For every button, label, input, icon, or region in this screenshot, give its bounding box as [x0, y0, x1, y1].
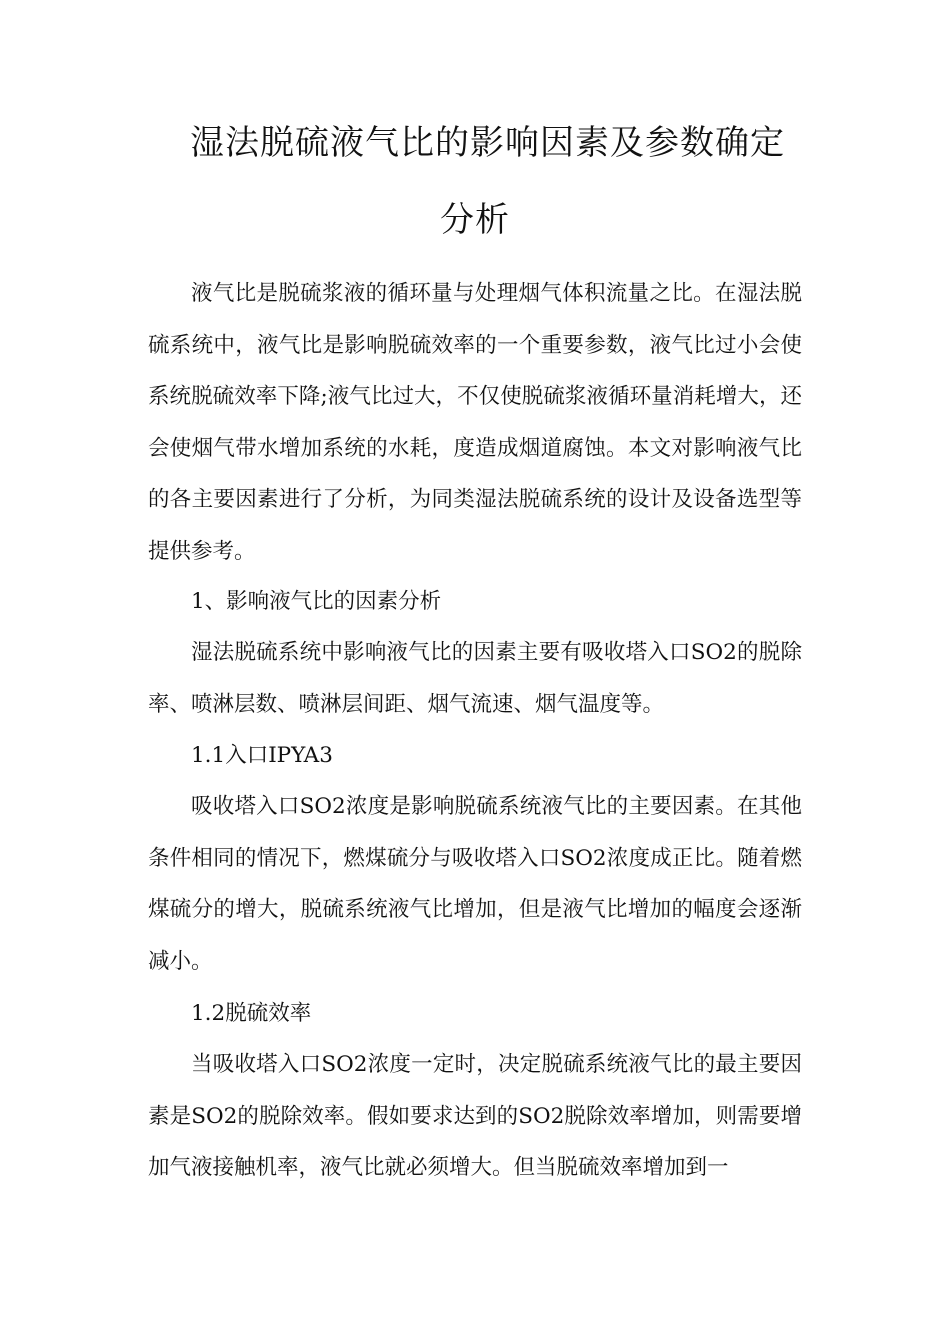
subsection-paragraph-1-1: 吸收塔入口SO2浓度是影响脱硫系统液气比的主要因素。在其他条件相同的情况下，燃煤硫分与吸收塔入口SO2浓度成正比。随着燃煤硫分的增大，脱硫系统液气比增加，但是液气比增加的幅度会逐渐减小。	[148, 794, 802, 974]
subsection-heading-1-1: 1.1入口IPYA3	[191, 743, 333, 768]
subsection-paragraph-1-2: 当吸收塔入口SO2浓度一定时，决定脱硫系统液气比的最主要因素是SO2的脱除效率。假如要求达到的SO2脱除效率增加，则需要增加气液接触机率，液气比就必须增大。但当脱硫效率增加到一	[148, 1052, 802, 1180]
document-title-line-1: 湿法脱硫液气比的影响因素及参数确定	[190, 123, 785, 163]
subsection-heading-1-2: 1.2脱硫效率	[191, 1001, 312, 1026]
section-heading-1: 1、影响液气比的因素分析	[191, 589, 442, 614]
section-paragraph-1: 湿法脱硫系统中影响液气比的因素主要有吸收塔入口SO2的脱除率、喷淋层数、喷淋层间距、烟气流速、烟气温度等。	[148, 640, 802, 717]
document-title-line-2: 分析	[440, 200, 510, 240]
intro-paragraph: 液气比是脱硫浆液的循环量与处理烟气体积流量之比。在湿法脱硫系统中，液气比是影响脱硫效率的一个重要参数，液气比过小会使系统脱硫效率下降;液气比过大，不仅使脱硫浆液循环量消耗增大，还会使烟气带水增加系统的水耗，度造成烟道腐蚀。本文对影响液气比的各主要因素进行了分析，为同类湿法脱硫系统的设计及设备选型等提供参考。	[148, 281, 802, 564]
